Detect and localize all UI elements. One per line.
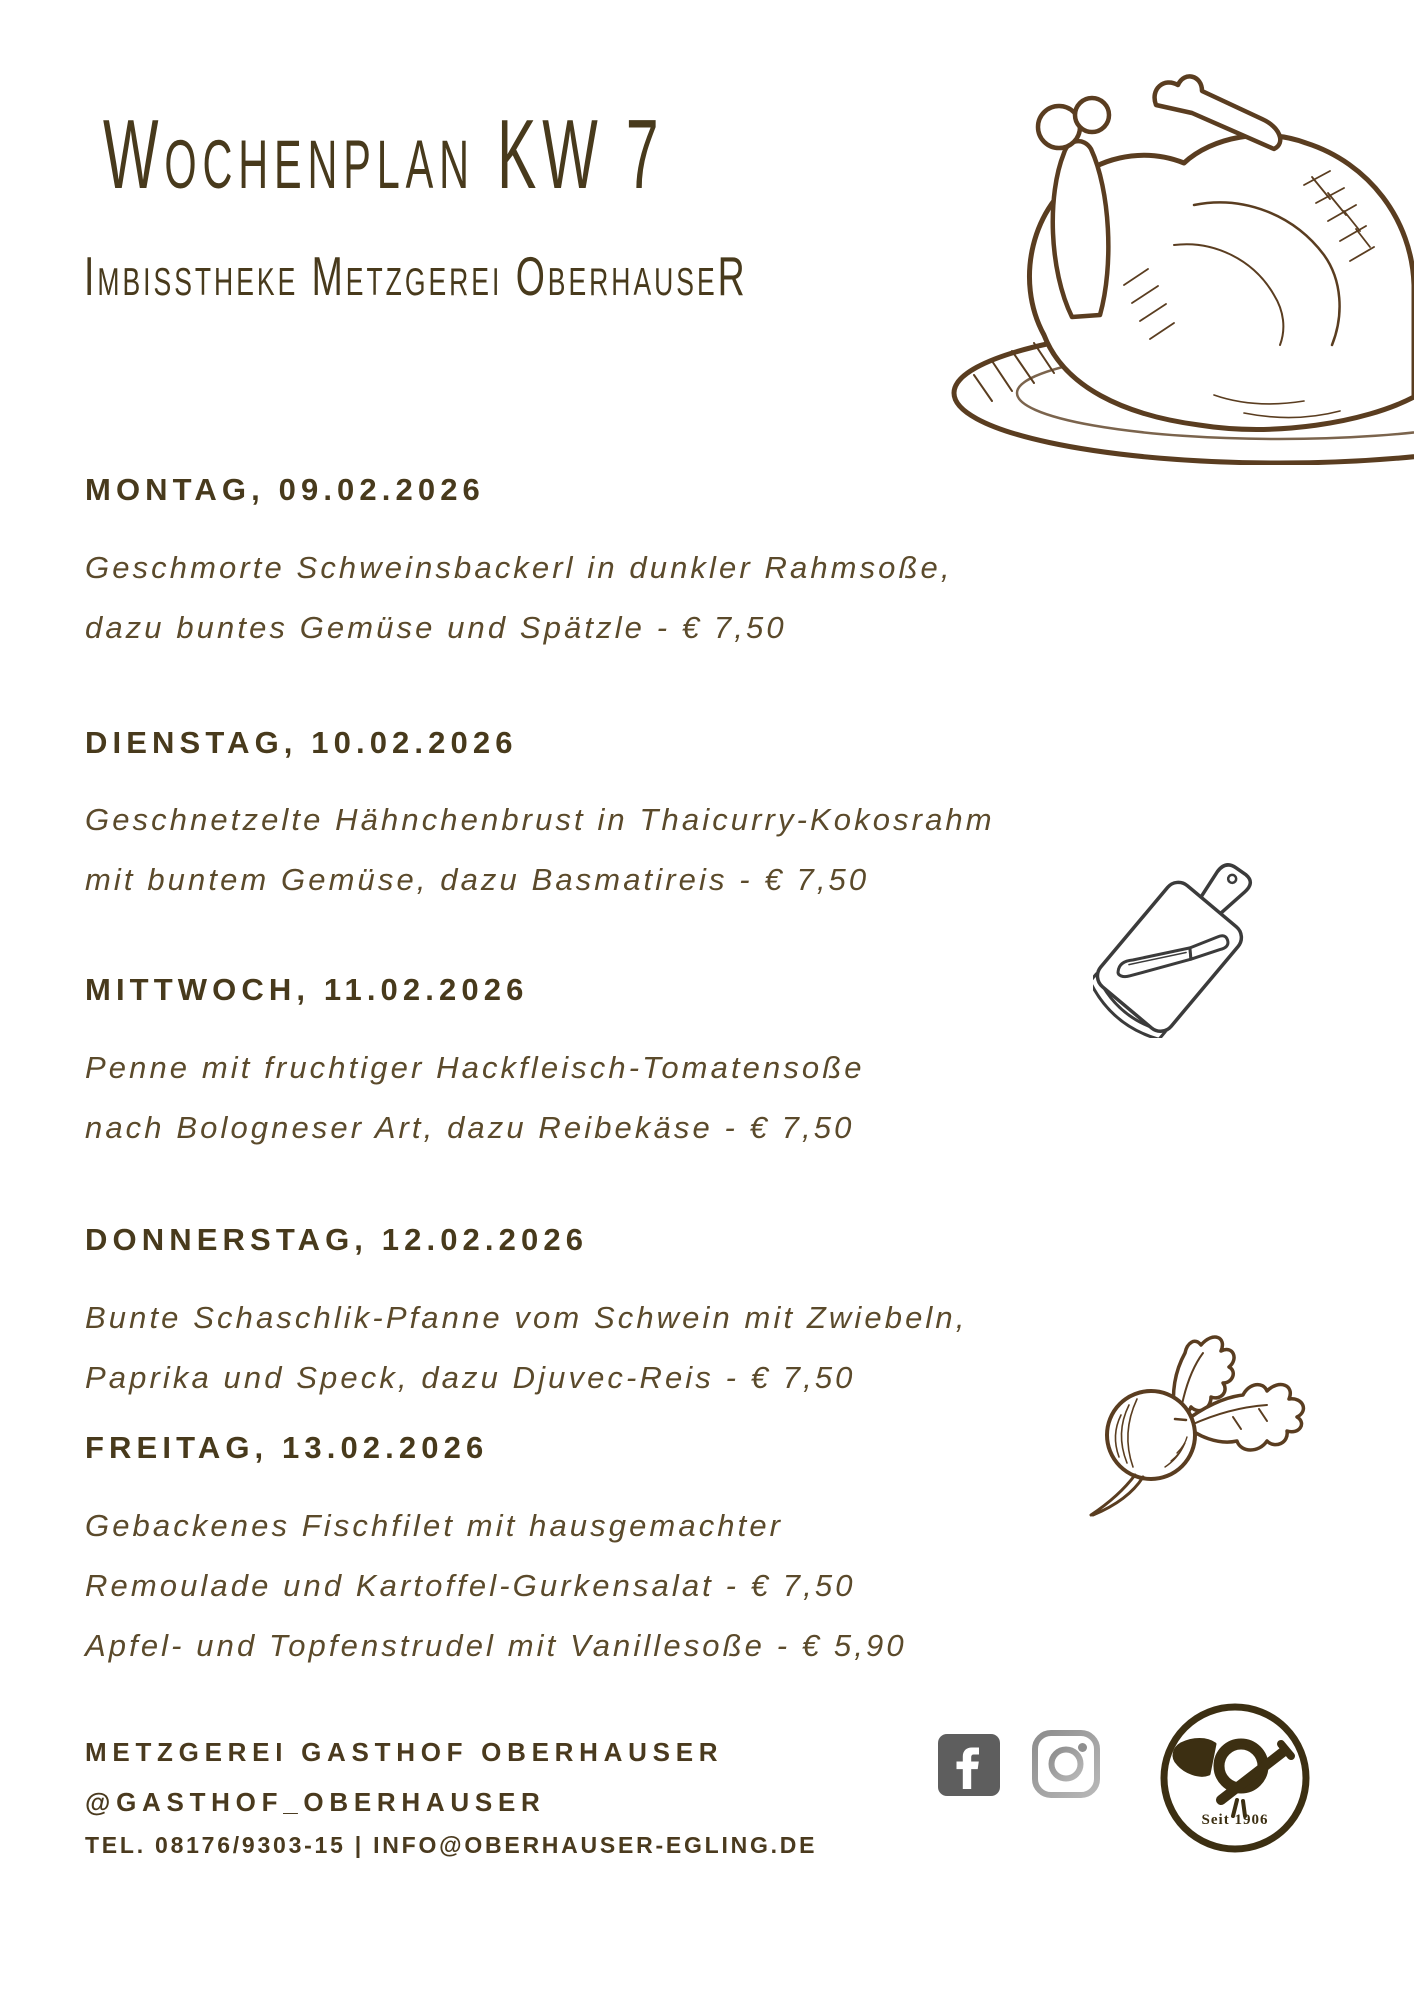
dish-line: Penne mit fruchtiger Hackfleisch-Tomatensoße [85,1050,865,1085]
dish-line: dazu buntes Gemüse und Spätzle - € 7,50 [85,610,787,645]
facebook-icon[interactable] [938,1734,1000,1796]
dish-line: Bunte Schaschlik-Pfanne vom Schwein mit Zwiebeln, [85,1300,968,1335]
dish-line: Geschnetzelte Hähnchenbrust in Thaicurry-Kokosrahm [85,802,995,837]
instagram-icon[interactable] [1028,1726,1104,1802]
contact-line: TEL. 08176/9303-15 | INFO@OBERHAUSER-EGLING.DE [85,1832,818,1858]
dish-line: Remoulade und Kartoffel-Gurkensalat - € 7,50 [85,1568,856,1603]
logo-since-text: Seit 1906 [1201,1812,1269,1828]
dish-line: Paprika und Speck, dazu Djuvec-Reis - € 7,50 [85,1360,856,1395]
dish-line: mit buntem Gemüse, dazu Basmatireis - € 7,50 [85,862,870,897]
dish-line: Geschmorte Schweinsbackerl in dunkler Rahmsoße, [85,550,953,585]
day-heading-friday: FREITAG, 13.02.2026 [85,1430,489,1465]
day-heading-tuesday: DIENSTAG, 10.02.2026 [85,725,518,760]
social-handle: @GASTHOF_OBERHAUSER [85,1787,546,1817]
cutting-board-illustration [1093,843,1268,1038]
page-title: Wochenplan KW 7 [103,99,665,209]
dish-line: nach Bologneser Art, dazu Reibekäse - € 7,50 [85,1110,855,1145]
day-dishes-monday [85,538,953,658]
day-heading-monday: MONTAG, 09.02.2026 [85,472,485,507]
day-heading-wednesday: MITTWOCH, 11.02.2026 [85,972,529,1007]
day-heading-thursday: DONNERSTAG, 12.02.2026 [85,1222,589,1257]
post-horn-logo [1157,1700,1313,1856]
day-dishes-tuesday [85,790,995,910]
day-dishes-wednesday [85,1038,865,1158]
day-dishes-friday [85,1496,907,1676]
day-dishes-thursday [85,1288,967,1408]
business-name: METZGEREI GASTHOF OBERHAUSER [85,1737,724,1767]
page-subtitle: Imbisstheke Metzgerei OberhauseR [84,245,748,307]
roast-turkey-illustration [944,45,1414,465]
radish-illustration [1083,1323,1313,1523]
dish-line: Apfel- und Topfenstrudel mit Vanillesoße - € 5,90 [85,1628,907,1663]
dish-line: Gebackenes Fischfilet mit hausgemachter [85,1508,784,1543]
